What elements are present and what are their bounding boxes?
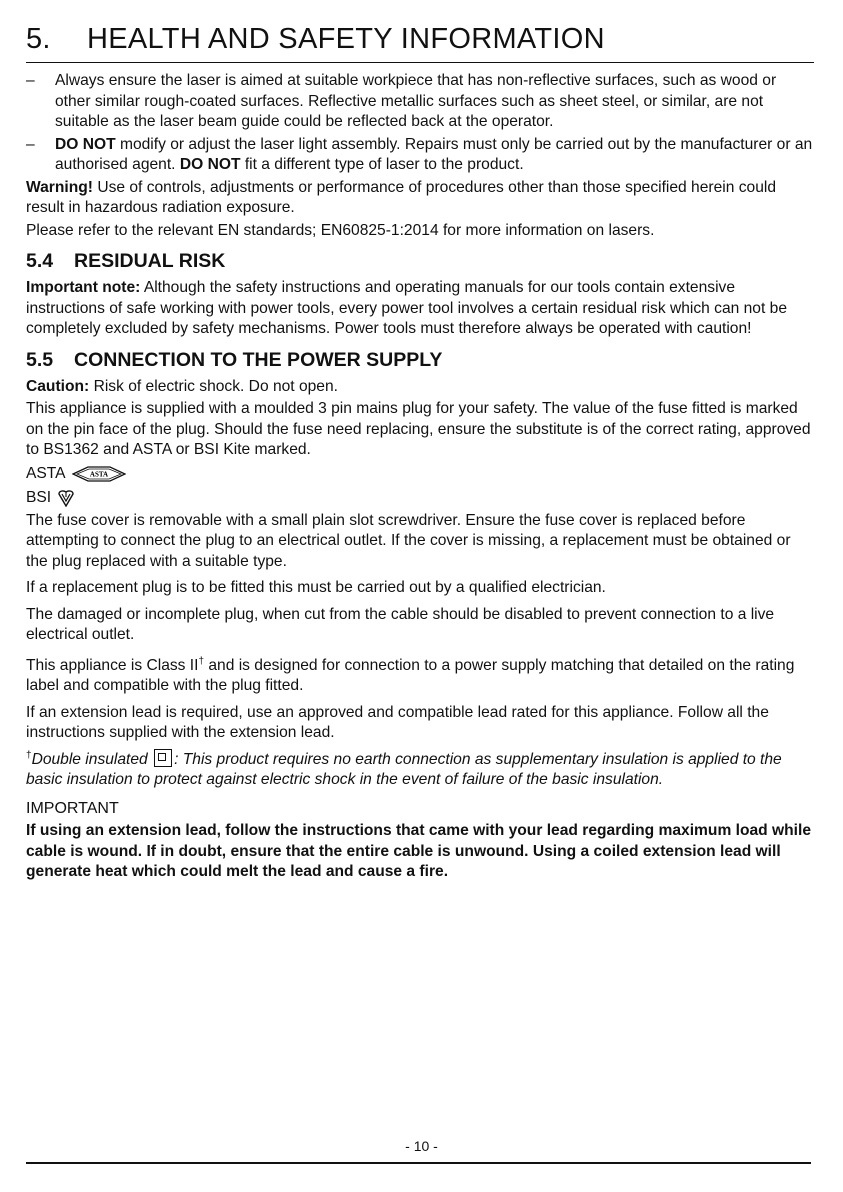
bsi-label: BSI: [26, 488, 52, 506]
subsection-heading-5-5: [26, 348, 814, 372]
asta-label: ASTA: [26, 464, 66, 482]
double-insulated-label: Double insulated: [31, 750, 153, 768]
list-item: [26, 71, 814, 133]
dagger-mark: †: [26, 749, 32, 761]
refer-paragraph: Please refer to the relevant EN standards; EN60825-1:2014 for more information on lasers.: [26, 221, 655, 239]
asta-logo-text: ASTA: [89, 470, 108, 478]
dash-marker: –: [26, 72, 35, 89]
subsection-number: 5.4: [26, 250, 54, 272]
caution-text: Risk of electric shock. Do not open.: [89, 377, 338, 395]
subsection-title: CONNECTION TO THE POWER SUPPLY: [74, 348, 443, 371]
subsection-number: 5.5: [26, 348, 54, 371]
double-insulation-icon: [154, 749, 172, 767]
section-number: 5.: [26, 23, 51, 55]
fuse-cover-paragraph: The fuse cover is removable with a small plain slot screwdriver. Ensure the fuse cover is replaced before attempting to connect the plug to an electrical outlet. If the cover is missing, a replacement must be obtained or the plug replaced with a suitable type.: [26, 511, 791, 570]
footer-divider: [26, 1162, 811, 1164]
extension-lead-paragraph: If an extension lead is required, use an approved and compatible lead rated for this appliance. Follow all the instructions supplied with the extension lead.: [26, 703, 769, 742]
replacement-plug-paragraph: If a replacement plug is to be fitted this must be carried out by a qualified electrician.: [26, 579, 606, 596]
dagger-mark: †: [198, 655, 205, 667]
important-text: If using an extension lead, follow the instructions that came with your lead regarding maximum load while cable is wound. If in doubt, ensure that the entire cable is unwound. Using a coiled extension lead will generate heat which could melt the lead and cause a fire.: [26, 822, 812, 881]
bsi-row: [26, 487, 814, 509]
manual-page: [26, 20, 814, 889]
bullet-text: modify or adjust the laser light assembly. Repairs must only be carried out by the manufacturer or an authorised agent.: [55, 135, 813, 173]
important-title: IMPORTANT: [26, 799, 119, 817]
laser-bullet-list: [26, 71, 814, 176]
double-insulated-note: [26, 746, 814, 791]
do-not-label: DO NOT: [55, 135, 116, 153]
important-note-label: Important note:: [26, 279, 141, 296]
warning-paragraph: [26, 178, 814, 219]
residual-risk-paragraph: [26, 278, 814, 340]
damaged-plug-paragraph: The damaged or incomplete plug, when cut from the cable should be disabled to prevent connection to a live electrical outlet.: [26, 605, 775, 643]
double-insulated-text: : This product requires no earth connection as supplementary insulation is applied to the basic insulation to protect against electric shock in the event of failure of the basic insulation.: [26, 750, 782, 789]
class-ii-text-cont: and is designed for connection to a power supply matching that detailed on the rating label and compatible with the plug fitted.: [26, 656, 795, 695]
asta-mark-icon: [72, 466, 126, 482]
bullet-text: fit a different type of laser to the product.: [240, 156, 524, 173]
class-ii-text: This appliance is Class II: [26, 656, 199, 674]
page-number: - 10 -: [405, 1138, 438, 1154]
class-ii-paragraph: [26, 652, 814, 697]
warning-text: Use of controls, adjustments or performance of procedures other than those specified herein could result in hazardous radiation exposure.: [26, 178, 777, 216]
do-not-label: DO NOT: [179, 156, 241, 173]
warning-label: Warning!: [26, 178, 93, 196]
list-item: [26, 135, 814, 176]
section-title: HEALTH AND SAFETY INFORMATION: [87, 23, 605, 55]
bullet-text: Always ensure the laser is aimed at suitable workpiece that has non-reflective surfaces, such as wood or other similar rough-coated surfaces. Reflective metallic surfaces such as sheet steel, or similar, are not suitable as the laser beam guide could be reflected back at the operator.: [55, 72, 777, 130]
subsection-heading-5-4: [26, 249, 814, 273]
caution-label: Caution:: [26, 377, 90, 395]
subsection-title: RESIDUAL RISK: [74, 250, 226, 272]
caution-paragraph: [26, 377, 814, 398]
dash-marker: –: [26, 135, 35, 153]
section-heading: [26, 20, 814, 63]
plug-paragraph: This appliance is supplied with a moulded 3 pin mains plug for your safety. The value of the fuse fitted is marked on the pin face of the plug. Should the fuse need replacing, ensure the substitute is of the correct rating, approved to BS1362 and ASTA or BSI Kite marked.: [26, 400, 811, 458]
residual-risk-text: Although the safety instructions and operating manuals for our tools contain extensive instructions of safe working with power tools, every power tool involves a certain residual risk which can not be completely excluded by safety mechanisms. Power tools must therefore always be operated with caution!: [26, 279, 787, 337]
bsi-kitemark-icon: [57, 489, 75, 507]
asta-row: [26, 463, 814, 485]
